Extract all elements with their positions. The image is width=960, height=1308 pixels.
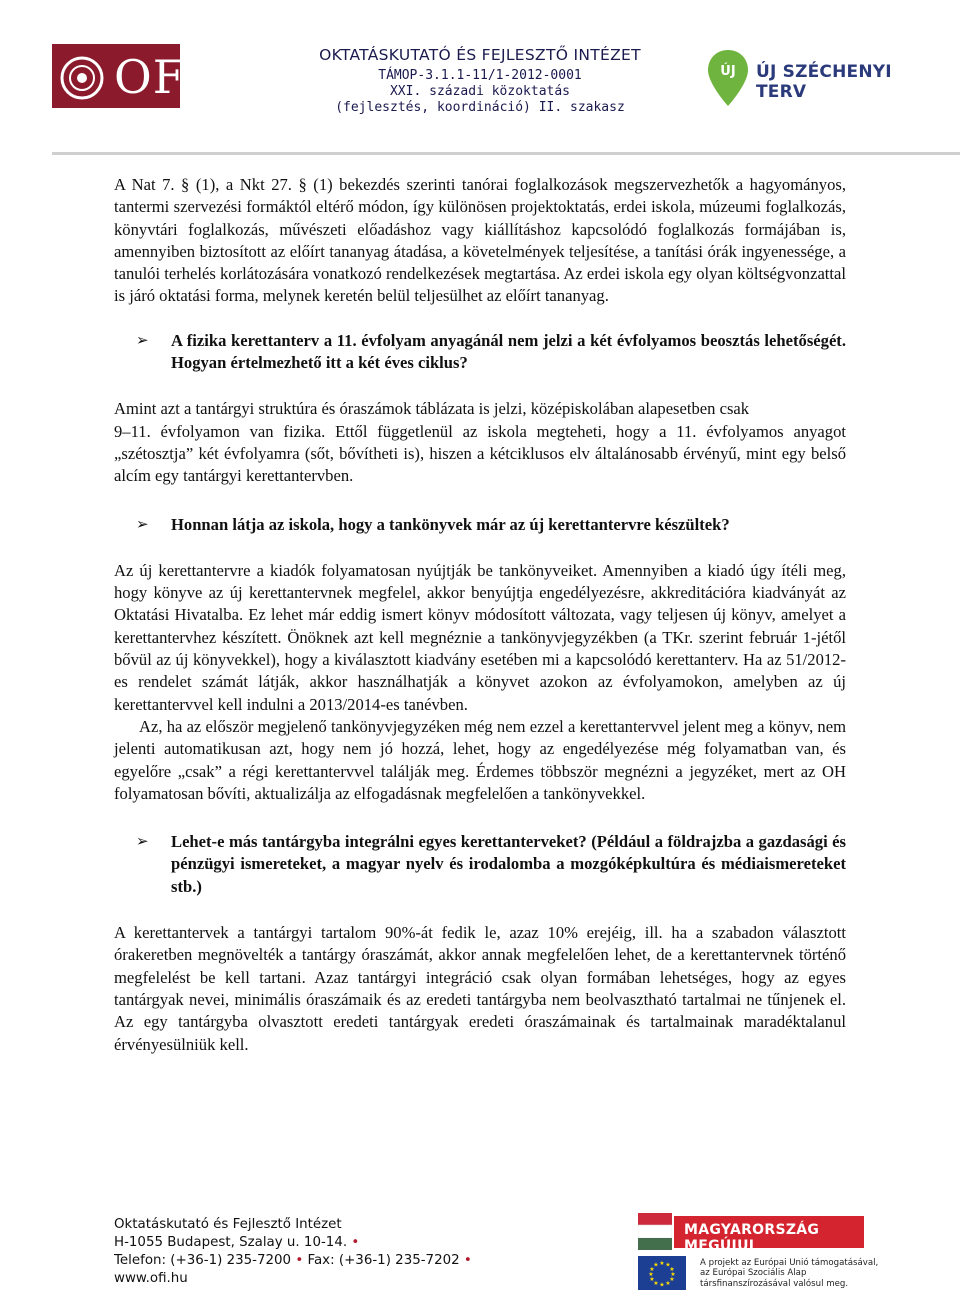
eu-flag-icon — [638, 1256, 686, 1290]
arrow-bullet-icon: ➢ — [136, 834, 149, 851]
paragraph-text: Amint azt a tantárgyi struktúra és óraszámok táblázata is jelzi, középiskolában alapesetben csak — [114, 399, 750, 419]
question-item — [114, 831, 846, 898]
paragraph — [114, 922, 846, 1056]
footer-address: H-1055 Budapest, Szalay u. 10-14. — [114, 1235, 348, 1250]
paragraph-text: Az új kerettantervre a kiadók folyamatosan nyújtják be tankönyveiket. Amennyiben a kiadó úgy ítéli meg, hogy könyve az új kerettantervnek megfelel, akkor benyújtja engedélyezésre, akkreditációra kiadványát az Oktatási Hivatalba. Ez lehet már eddig ismert könyv módosított változata, vagy teljesen új könyv, amelyet a kerettantervhez készített. Önöknek azt kell megnéznie a tankönyvjegyzékben (a TKr. szerint február 1-jétől bővül az új könyvekkel), hogy a kiválasztott kiadvány esetében mi a kapcsolódó kerettanterv. Ha az 51/2012-es rendelet számát látják, akkor használhatják a könyvet azokon az évfolyamokon, amelyben az új kerettantervvel kell indulni a 2013/2014-es tanévben. — [114, 560, 846, 714]
szechenyi-terv-logo — [706, 48, 936, 108]
svg-text:ÚJ: ÚJ — [720, 64, 736, 79]
arrow-bullet-icon: ➢ — [136, 516, 149, 533]
svg-text:★: ★ — [669, 1266, 675, 1273]
mh-logo-text: MAGYARORSZÁG MEGÚJUL — [684, 1222, 820, 1254]
arrow-bullet-icon: ➢ — [136, 332, 149, 349]
paragraph-text: 9–11. évfolyamon van fizika. Ettől függetlenül az iskola megteheti, hogy a 11. évfolyamos anyagot „szétosztja” két évfolyamra (sőt, bővítheti is), hiszen a kétciklusos elv általánosabb érvényű, mint egy belső alcím egy tantárgyi kerettantervben. — [114, 421, 846, 486]
svg-text:★: ★ — [665, 1280, 671, 1287]
footer-org: Oktatáskutató és Fejlesztő Intézet — [114, 1217, 342, 1232]
svg-text:★: ★ — [659, 1260, 665, 1267]
eu-note-line: társfinanszírozásával valósul meg. — [700, 1278, 849, 1289]
svg-text:★: ★ — [670, 1271, 676, 1278]
question-text: Honnan látja az iskola, hogy a tankönyvek már az új kerettantervre készültek? — [171, 514, 730, 534]
bullet-dot-icon: • — [295, 1253, 304, 1268]
svg-text:★: ★ — [665, 1261, 671, 1269]
magyarorszag-megujul-logo — [638, 1213, 864, 1254]
question-item — [114, 330, 846, 375]
eu-note-line: az Európai Szociális Alap — [700, 1268, 807, 1279]
hungarian-flag-icon — [638, 1213, 672, 1250]
paragraph-text: A kerettantervek a tantárgyi tartalom 90%-át fedik le, azaz 10% erejéig, ill. ha a szabadon választott órakeretben megnövelték a tantárgy óraszámát, akkor annak megfelelően lehet, de a kerettantervnek történő megfelelést be kell tartani. Azaz tantárgyi integráció csak olyan formában lehetséges, hogy az egyes tantárgyak nevei, minimális óraszámaik és az eredeti tantárgyba nem beolvasztható tartalmai ne tűnjenek el. Az egy tantárgyba olvasztott eredeti tantárgyak eredeti óraszámainak és tartalmainak maradéktalanul érvényesülniük kell. — [114, 923, 846, 1054]
eu-note-line: A projekt az Európai Unió támogatásával, — [700, 1258, 879, 1268]
svg-text:★: ★ — [653, 1261, 659, 1269]
svg-text:★: ★ — [669, 1276, 675, 1283]
paragraph — [114, 560, 846, 716]
svg-text:★: ★ — [649, 1266, 655, 1273]
paragraph-text: Az, ha az először megjelenő tankönyvjegyzéken még nem ezzel a kerettantervvel jelent meg a könyv, nem jelenti automatikusan azt, hogy nem jó hozzá, lehet, hogy az engedélyezése még folyamatban van, és egyelőre „csak” a régi kerettantervvel találják meg. Érdemes többször megnézni a jegyzéket, mert az OH folyamatosan bővíti, aktualizálja az elfogadásnak megfelelően a tankönyvekkel. — [114, 716, 846, 803]
bullet-dot-icon: • — [463, 1253, 472, 1268]
szechenyi-logo-text: ÚJ SZÉCHENYI TERV — [756, 62, 892, 102]
paragraph — [114, 174, 846, 308]
ofi-logo — [52, 44, 205, 108]
page-header — [0, 0, 960, 155]
header-divider — [52, 152, 960, 155]
footer-fax: Fax: (+36-1) 235-7202 — [307, 1253, 460, 1268]
question-text: Lehet-e más tantárgyba integrálni egyes kerettanterveket? (Például a földrajzba a gazdasági és pénzügyi ismereteket, a magyar nyelv és irodalomba a mozgóképkultúra és médiaismereteket stb.) — [171, 832, 846, 896]
paragraph-text: A Nat 7. § (1), a Nkt 27. § (1) bekezdés szerinti tanórai foglalkozások megszervezhetők a hagyományos, tantermi szervezési formáktól eltérő módon, így különösen projektoktatás, erdei iskola, múzeumi foglalkozás, könyvtári foglalkozás, művészeti előadáshoz vagy kiállításhoz kapcsolódó foglalkozás formájában is, amennyiben biztosított az előírt tananyag átadása, a követelmények teljesítése, a tanítási órák ingyenessége, a tanulói terhelés korlátozására vonatkozó rendelkezések megtartása. — [114, 175, 846, 284]
project-subtitle: (fejlesztés, koordináció) II. szakasz — [335, 100, 625, 115]
paragraph — [114, 398, 846, 487]
question-item — [114, 514, 846, 536]
footer-contact — [114, 1216, 472, 1288]
eu-funding-note — [700, 1258, 878, 1289]
svg-text:★: ★ — [649, 1276, 655, 1283]
project-title: XXI. századi közoktatás — [389, 84, 570, 99]
location-pin-icon — [706, 48, 750, 108]
project-code: TÁMOP-3.1.1-11/1-2012-0001 — [378, 68, 582, 83]
svg-text:★: ★ — [653, 1280, 659, 1287]
bullet-dot-icon: • — [351, 1235, 360, 1250]
svg-text:★: ★ — [659, 1281, 665, 1289]
institute-name: OKTATÁSKUTATÓ ÉS FEJLESZTŐ INTÉZET — [319, 46, 641, 64]
svg-text:★: ★ — [648, 1271, 654, 1278]
paragraph — [114, 716, 846, 805]
footer-website[interactable]: www.ofi.hu — [114, 1271, 188, 1286]
footer-phone: Telefon: (+36-1) 235-7200 — [114, 1253, 292, 1268]
document-body — [114, 174, 846, 1056]
question-text: A fizika kerettanterv a 11. évfolyam anyagánál nem jelzi a két évfolyamos beosztás lehetőségét. Hogyan értelmezhető itt a két éves ciklus? — [171, 330, 846, 373]
ofi-logo-text: OFI — [114, 50, 205, 104]
paragraph-text: Az erdei iskola egy olyan költségvonzattal is járó oktatási forma, melynek keretén belül teljesülhet az előírt tananyag. — [114, 264, 846, 306]
